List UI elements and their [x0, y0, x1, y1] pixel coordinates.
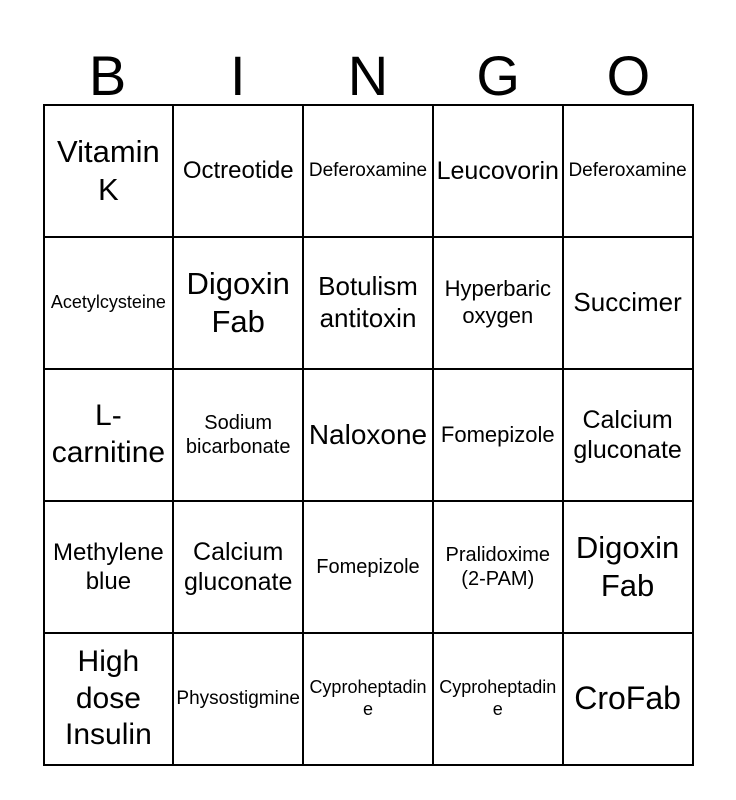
bingo-cell-r1c2[interactable]: Octreotide: [173, 105, 303, 237]
bingo-grid: [43, 104, 694, 766]
bingo-cell-r3c5[interactable]: Calcium gluconate: [563, 369, 693, 501]
bingo-letter-i: I: [230, 44, 246, 107]
bingo-cell-r2c3[interactable]: Botulism antitoxin: [303, 237, 433, 369]
bingo-cell-r1c5[interactable]: Deferoxamine: [563, 105, 693, 237]
bingo-cell-r4c2[interactable]: Calcium gluconate: [173, 501, 303, 633]
bingo-header: [43, 0, 694, 107]
bingo-letter-g: G: [476, 44, 520, 107]
bingo-card: [43, 0, 694, 766]
bingo-letter-n: N: [347, 44, 389, 107]
bingo-row-5: [44, 633, 693, 765]
bingo-cell-r2c2[interactable]: Digoxin Fab: [173, 237, 303, 369]
bingo-cell-r5c5[interactable]: CroFab: [563, 633, 693, 765]
bingo-cell-r5c1[interactable]: High dose Insulin: [44, 633, 174, 765]
bingo-row-1: [44, 105, 693, 237]
bingo-cell-r4c4[interactable]: Pralidoxime (2-PAM): [433, 501, 563, 633]
bingo-cell-r5c4[interactable]: Cyproheptadine: [433, 633, 563, 765]
bingo-cell-r5c2[interactable]: Physostigmine: [173, 633, 303, 765]
bingo-cell-r3c2[interactable]: Sodium bicarbonate: [173, 369, 303, 501]
bingo-cell-r3c1[interactable]: L-carnitine: [44, 369, 174, 501]
bingo-cell-r2c1[interactable]: Acetylcysteine: [44, 237, 174, 369]
bingo-cell-r3c4[interactable]: Fomepizole: [433, 369, 563, 501]
bingo-cell-r4c3[interactable]: Fomepizole: [303, 501, 433, 633]
bingo-cell-r3c3[interactable]: Naloxone: [303, 369, 433, 501]
bingo-letter-o: O: [606, 44, 651, 107]
bingo-row-3: [44, 369, 693, 501]
bingo-cell-r2c5[interactable]: Succimer: [563, 237, 693, 369]
bingo-cell-r4c1[interactable]: Methylene blue: [44, 501, 174, 633]
bingo-row-4: [44, 501, 693, 633]
bingo-letter-b: B: [88, 44, 127, 107]
bingo-cell-r1c1[interactable]: Vitamin K: [44, 105, 174, 237]
bingo-row-2: [44, 237, 693, 369]
bingo-cell-r1c3[interactable]: Deferoxamine: [303, 105, 433, 237]
bingo-cell-r4c5[interactable]: Digoxin Fab: [563, 501, 693, 633]
bingo-cell-r5c3[interactable]: Cyproheptadine: [303, 633, 433, 765]
bingo-cell-r2c4[interactable]: Hyperbaric oxygen: [433, 237, 563, 369]
bingo-cell-r1c4[interactable]: Leucovorin: [433, 105, 563, 237]
